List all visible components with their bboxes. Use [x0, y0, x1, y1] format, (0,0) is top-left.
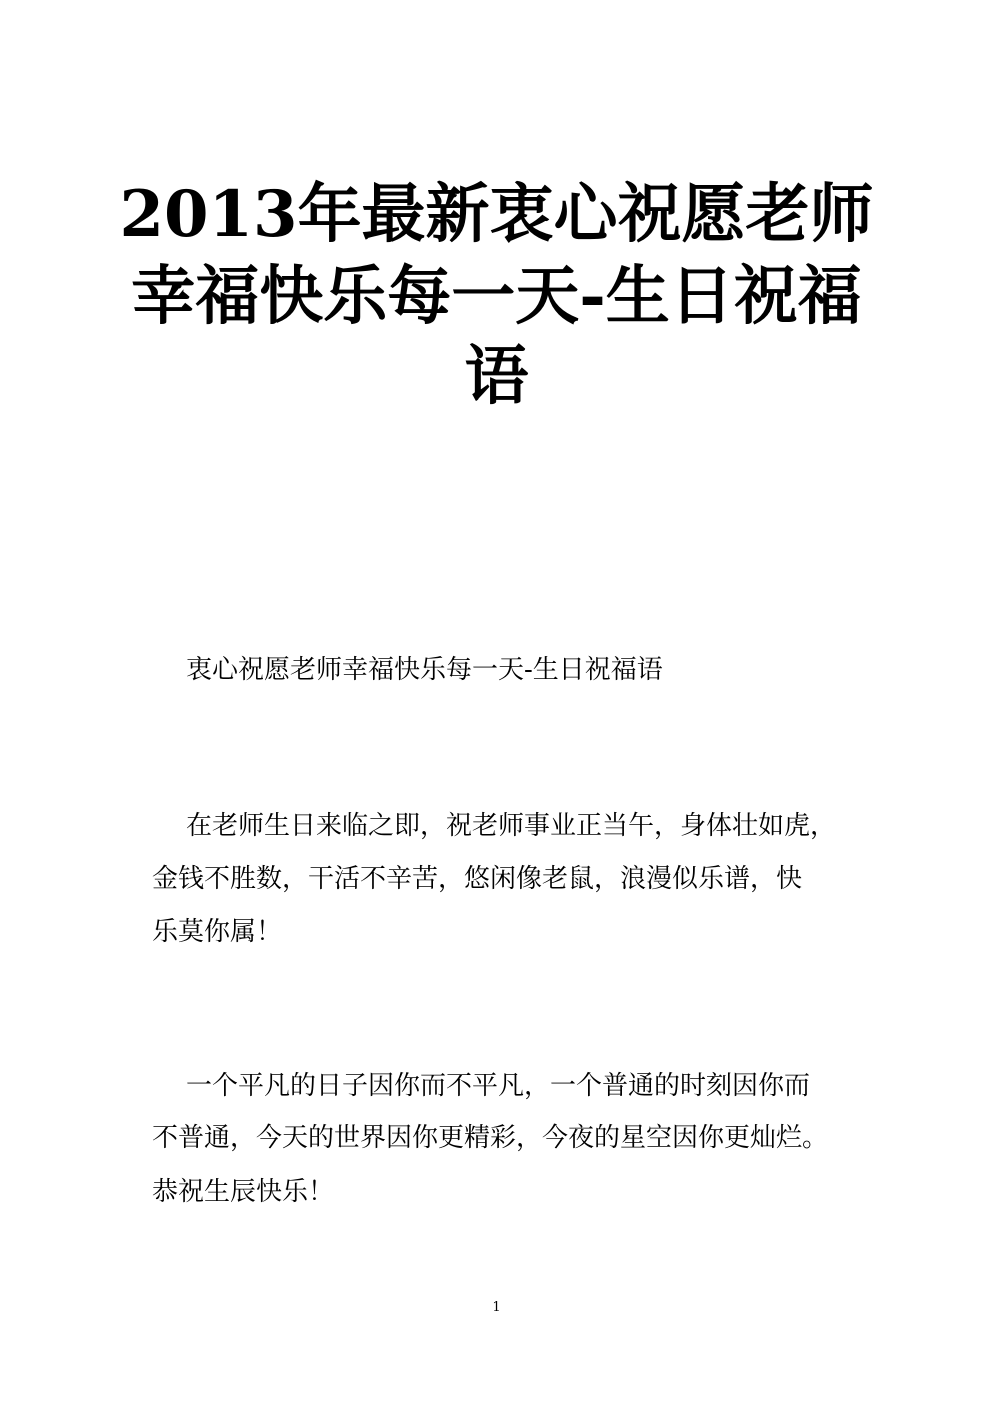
- paragraph-line: 一个平凡的日子因你而不平凡，一个普通的时刻因你而: [186, 1071, 811, 1101]
- paragraph-line: 恭祝生辰快乐！: [152, 1177, 335, 1207]
- page-number: 1: [492, 1300, 501, 1315]
- title-line-1: 2013年最新衷心祝愿老师: [119, 177, 874, 252]
- paragraph-line: 不普通，今天的世界因你更精彩，今夜的星空因你更灿烂。: [152, 1123, 829, 1153]
- title-line-2: 幸福快乐每一天-生日祝福: [131, 259, 862, 334]
- paragraph-line: 乐莫你属！: [152, 917, 283, 947]
- title-line-3: 语: [464, 339, 529, 414]
- paragraph-line: 金钱不胜数，干活不辛苦，悠闲像老鼠，浪漫似乐谱，快: [152, 864, 803, 894]
- subtitle: 衷心祝愿老师幸福快乐每一天-生日祝福语: [186, 655, 663, 685]
- paragraph-line: 在老师生日来临之即，祝老师事业正当午，身体壮如虎，: [186, 811, 837, 841]
